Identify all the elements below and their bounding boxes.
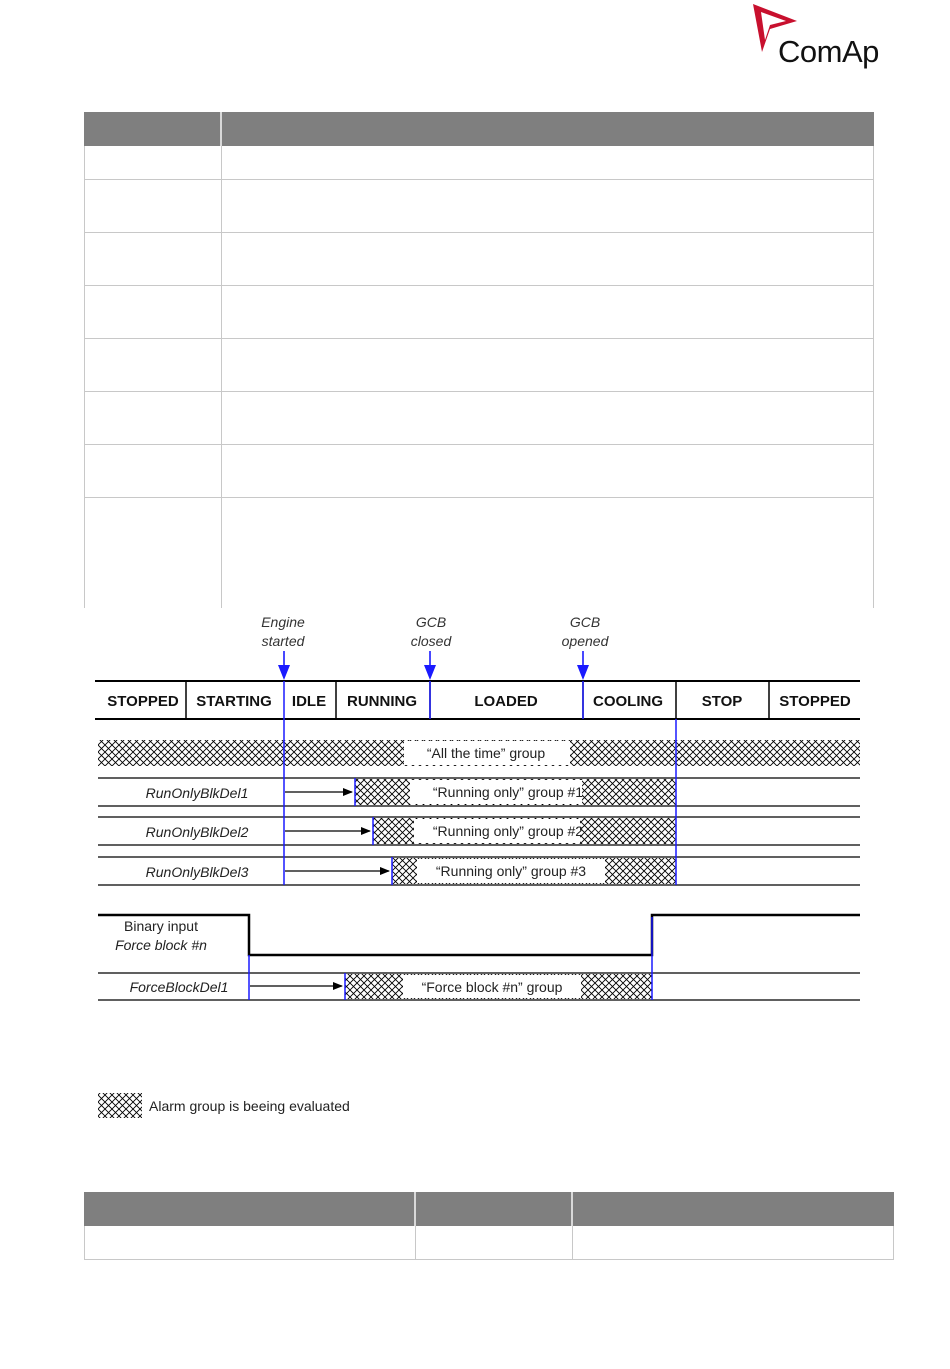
header-divider (220, 112, 222, 146)
binary-input-line1: Binary input (124, 918, 198, 934)
running-row-3 (146, 858, 676, 884)
table-row (84, 286, 874, 339)
table-row (84, 180, 874, 233)
state-loaded: LOADED (474, 693, 538, 710)
runonlyblkdel2-label: RunOnlyBlkDel2 (145, 824, 249, 840)
table-row (84, 1226, 894, 1260)
table-row (84, 445, 874, 498)
table-header (84, 112, 874, 146)
running-group-1-label: “Running only” group #1 (432, 784, 584, 800)
forceblockdel1-label: ForceBlockDel1 (129, 979, 229, 995)
event-gcb-opened-line1: GCB (569, 614, 601, 630)
state-bar (95, 681, 860, 719)
running-row-1 (146, 779, 676, 805)
table-row (84, 233, 874, 286)
table-row (84, 392, 874, 445)
comap-logo-text: ComAp (778, 34, 879, 69)
event-gcb-closed-line2: closed (410, 633, 452, 649)
state-stopped-end: STOPPED (779, 693, 851, 710)
running-group-2-label: “Running only” group #2 (432, 823, 584, 839)
event-gcb-closed-line1: GCB (415, 614, 447, 630)
force-block-row (98, 917, 860, 1000)
state-starting: STARTING (196, 693, 272, 710)
binary-input-waveform (98, 915, 860, 955)
table-row (84, 146, 874, 180)
runonlyblkdel1-label: RunOnlyBlkDel1 (145, 785, 249, 801)
legend (98, 1093, 350, 1118)
state-cooling: COOLING (593, 693, 663, 710)
legend-hatch-swatch (98, 1093, 142, 1118)
table-header (84, 1192, 894, 1226)
all-time-group-row (98, 740, 860, 766)
binary-input-line2: Force block #n (115, 937, 207, 953)
runonlyblkdel3-label: RunOnlyBlkDel3 (145, 864, 249, 880)
header-divider (571, 1192, 573, 1226)
header-divider (414, 1192, 416, 1226)
binary-input-row (98, 915, 860, 955)
state-idle: IDLE (291, 693, 327, 710)
event-gcb-opened-line2: opened (561, 633, 609, 649)
event-arrows (278, 651, 589, 680)
all-time-group-label: “All the time” group (426, 745, 546, 761)
legend-label: Alarm group is beeing evaluated (149, 1098, 350, 1114)
running-row-2 (146, 818, 676, 844)
state-stop: STOP (701, 693, 743, 710)
alarm-timing-diagram (0, 605, 950, 1205)
state-stopped: STOPPED (107, 693, 179, 710)
state-running: RUNNING (347, 693, 417, 710)
event-engine-started-line2: started (261, 633, 305, 649)
force-block-group-label: “Force block #n” group (421, 979, 563, 995)
running-group-3-label: “Running only” group #3 (435, 863, 587, 879)
event-engine-started-line1: Engine (261, 614, 305, 630)
table-row (84, 339, 874, 392)
table-row (84, 498, 874, 608)
